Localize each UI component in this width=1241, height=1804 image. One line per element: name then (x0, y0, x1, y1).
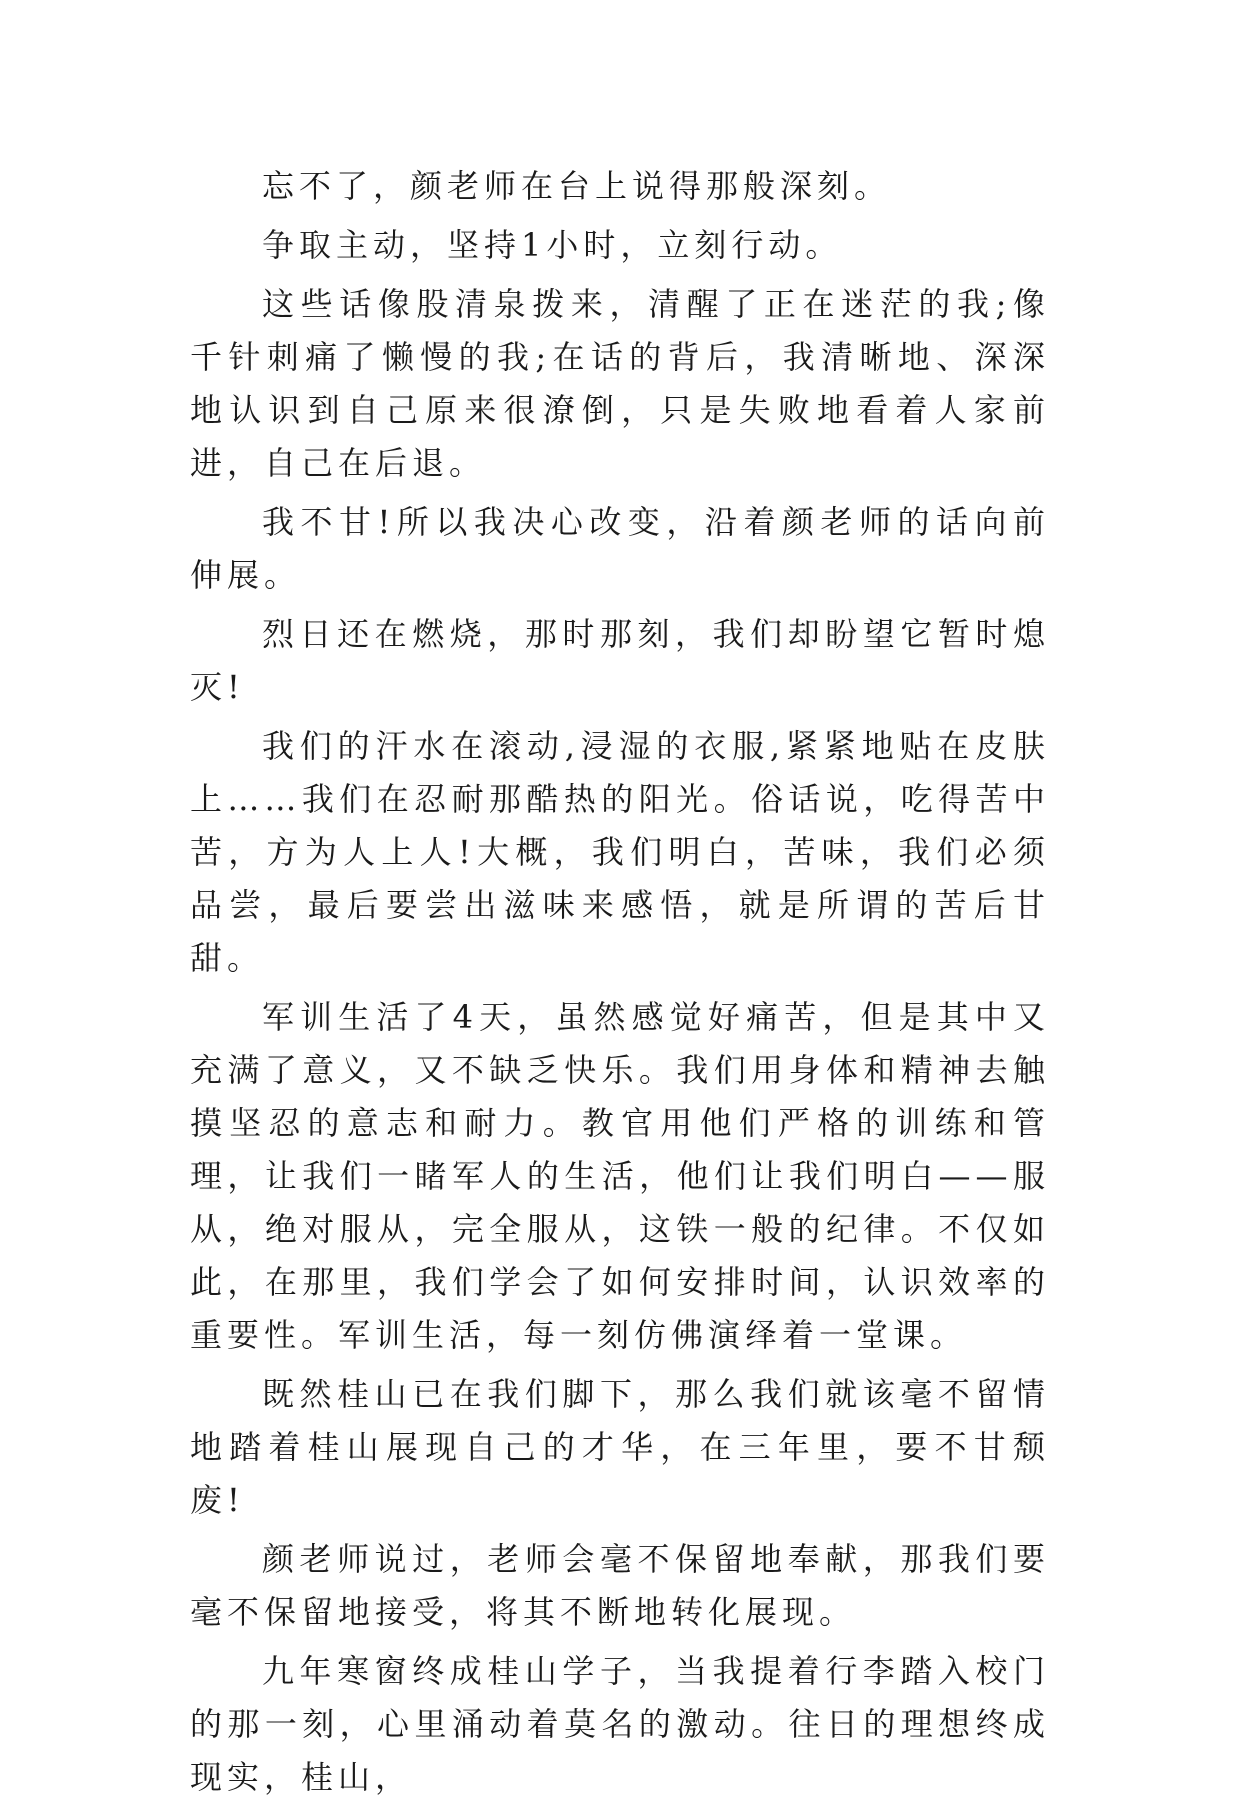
document-body (190, 160, 1050, 1804)
paragraph: 烈日还在燃烧，那时那刻，我们却盼望它暂时熄灭! (190, 615, 1050, 706)
paragraph: 军训生活了4天，虽然感觉好痛苦，但是其中又充满了意义，又不缺乏快乐。我们用身体和精神去触摸坚忍的意志和耐力。教官用他们严格的训练和管理，让我们一睹军人的生活，他们让我们明白——服从，绝对服从，完全服从，这铁一般的纪律。不仅如此，在那里，我们学会了如何安排时间，认识效率的重要性。军训生活，每一刻仿佛演绎着一堂课。 (190, 998, 1050, 1354)
paragraph: 这些话像股清泉拨来，清醒了正在迷茫的我;像千针刺痛了懒慢的我;在话的背后，我清晰地、深深地认识到自己原来很潦倒，只是失败地看着人家前进，自己在后退。 (190, 285, 1050, 482)
paragraph: 颜老师说过，老师会毫不保留地奉献，那我们要毫不保留地接受，将其不断地转化展现。 (190, 1540, 1050, 1631)
paragraph: 我不甘!所以我决心改变，沿着颜老师的话向前伸展。 (190, 503, 1050, 594)
paragraph: 争取主动，坚持1小时，立刻行动。 (262, 226, 843, 264)
paragraph: 既然桂山已在我们脚下，那么我们就该毫不留情地踏着桂山展现自己的才华，在三年里，要不甘颓废! (190, 1375, 1050, 1519)
paragraph: 九年寒窗终成桂山学子，当我提着行李踏入校门的那一刻，心里涌动着莫名的激动。往日的理想终成现实，桂山， (190, 1652, 1050, 1796)
paragraph: 忘不了，颜老师在台上说得那般深刻。 (262, 167, 892, 205)
paragraph: 我们的汗水在滚动,浸湿的衣服,紧紧地贴在皮肤上……我们在忍耐那酷热的阳光。俗话说，吃得苦中苦，方为人上人!大概，我们明白，苦味，我们必须品尝，最后要尝出滋味来感悟，就是所谓的苦后甘甜。 (190, 727, 1050, 977)
